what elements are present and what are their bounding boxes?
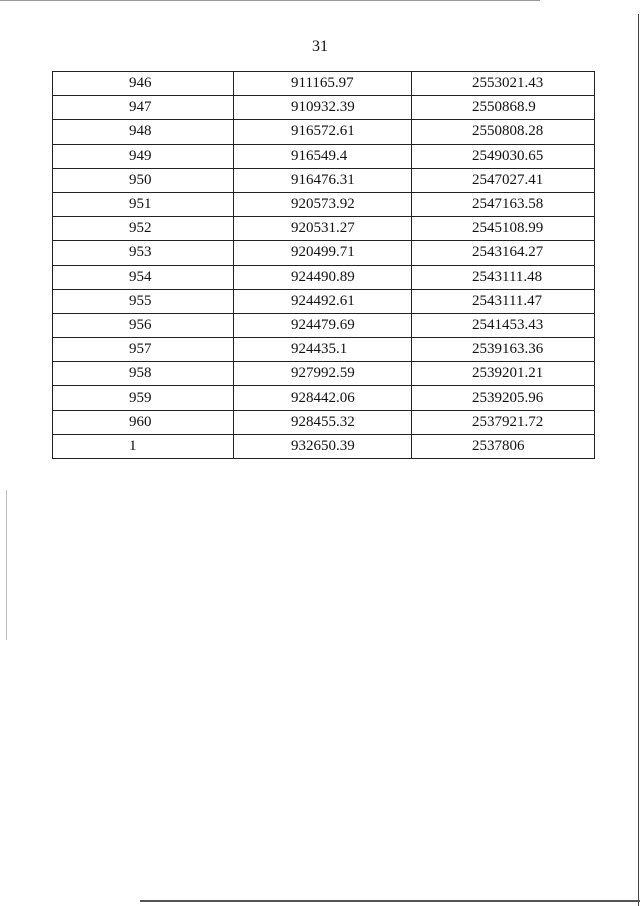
- y-coordinate-cell: 2539163.36: [412, 338, 595, 362]
- y-coordinate-cell: 2539205.96: [412, 386, 595, 410]
- x-coordinate-cell: 932650.39: [234, 434, 412, 458]
- page-number: 31: [312, 38, 328, 55]
- x-coordinate-cell: 924492.61: [234, 289, 412, 313]
- table-row: [53, 386, 595, 410]
- table-row: [53, 362, 595, 386]
- table-row: [53, 192, 595, 216]
- point-number-cell: 960: [53, 410, 234, 434]
- y-coordinate-cell: 2543111.47: [412, 289, 595, 313]
- point-number-cell: 958: [53, 362, 234, 386]
- scan-edge-top: [0, 0, 540, 1]
- y-coordinate-cell: 2543164.27: [412, 241, 595, 265]
- x-coordinate-cell: 916549.4: [234, 144, 412, 168]
- x-coordinate-cell: 916476.31: [234, 168, 412, 192]
- y-coordinate-cell: 2547163.58: [412, 192, 595, 216]
- x-coordinate-cell: 911165.97: [234, 72, 412, 96]
- point-number-cell: 949: [53, 144, 234, 168]
- coordinates-table: [52, 71, 595, 459]
- point-number-cell: 951: [53, 192, 234, 216]
- table-row: [53, 168, 595, 192]
- y-coordinate-cell: 2543111.48: [412, 265, 595, 289]
- y-coordinate-cell: 2537921.72: [412, 410, 595, 434]
- scan-edge-right: [638, 14, 639, 906]
- y-coordinate-cell: 2541453.43: [412, 313, 595, 337]
- point-number-cell: 957: [53, 338, 234, 362]
- x-coordinate-cell: 920573.92: [234, 192, 412, 216]
- y-coordinate-cell: 2553021.43: [412, 72, 595, 96]
- table-row: [53, 120, 595, 144]
- y-coordinate-cell: 2545108.99: [412, 217, 595, 241]
- x-coordinate-cell: 920531.27: [234, 217, 412, 241]
- coordinates-table-body: [53, 72, 595, 459]
- point-number-cell: 959: [53, 386, 234, 410]
- y-coordinate-cell: 2539201.21: [412, 362, 595, 386]
- scan-edge-bottom: [140, 900, 640, 902]
- x-coordinate-cell: 910932.39: [234, 96, 412, 120]
- x-coordinate-cell: 924479.69: [234, 313, 412, 337]
- y-coordinate-cell: 2547027.41: [412, 168, 595, 192]
- x-coordinate-cell: 928442.06: [234, 386, 412, 410]
- point-number-cell: 1: [53, 434, 234, 458]
- table-row: [53, 241, 595, 265]
- table-row: [53, 265, 595, 289]
- table-row: [53, 144, 595, 168]
- scan-edge-left: [6, 490, 7, 640]
- table-row: [53, 410, 595, 434]
- x-coordinate-cell: 927992.59: [234, 362, 412, 386]
- y-coordinate-cell: 2550808.28: [412, 120, 595, 144]
- point-number-cell: 954: [53, 265, 234, 289]
- table-row: [53, 313, 595, 337]
- point-number-cell: 948: [53, 120, 234, 144]
- point-number-cell: 947: [53, 96, 234, 120]
- point-number-cell: 952: [53, 217, 234, 241]
- table-row: [53, 434, 595, 458]
- x-coordinate-cell: 916572.61: [234, 120, 412, 144]
- y-coordinate-cell: 2549030.65: [412, 144, 595, 168]
- table-row: [53, 72, 595, 96]
- x-coordinate-cell: 920499.71: [234, 241, 412, 265]
- x-coordinate-cell: 924490.89: [234, 265, 412, 289]
- table-row: [53, 338, 595, 362]
- x-coordinate-cell: 924435.1: [234, 338, 412, 362]
- table-row: [53, 96, 595, 120]
- y-coordinate-cell: 2550868.9: [412, 96, 595, 120]
- x-coordinate-cell: 928455.32: [234, 410, 412, 434]
- point-number-cell: 946: [53, 72, 234, 96]
- table-row: [53, 289, 595, 313]
- y-coordinate-cell: 2537806: [412, 434, 595, 458]
- point-number-cell: 953: [53, 241, 234, 265]
- table-row: [53, 217, 595, 241]
- point-number-cell: 956: [53, 313, 234, 337]
- point-number-cell: 950: [53, 168, 234, 192]
- point-number-cell: 955: [53, 289, 234, 313]
